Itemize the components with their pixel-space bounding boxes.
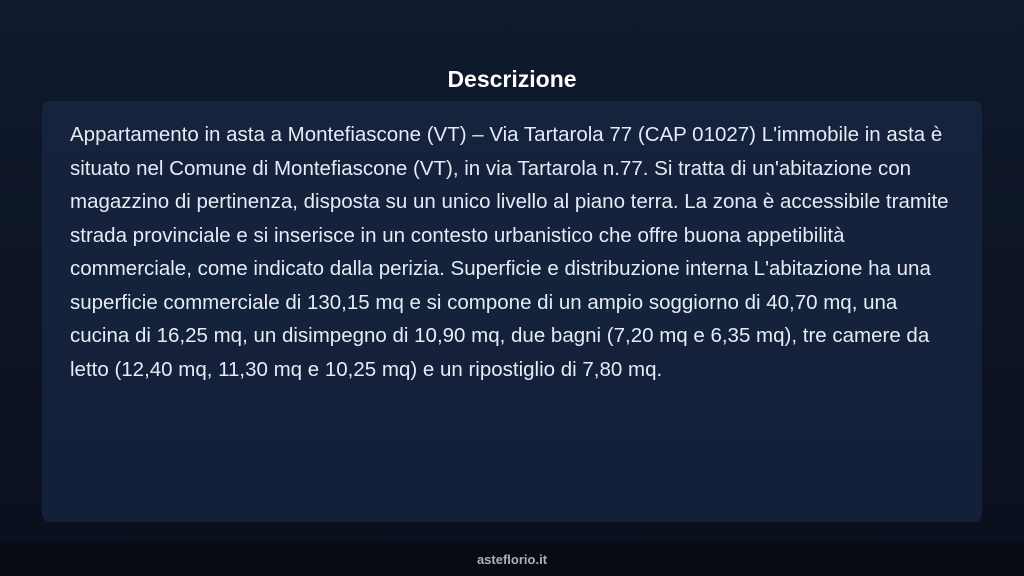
section-title: Descrizione (447, 66, 577, 93)
description-text: Appartamento in asta a Montefiascone (VT) – Via Tartarola 77 (CAP 01027) L'immobile in asta è situato nel Comune di Montefiascone (VT), in via Tartarola n.77. Si tratta di un'abitazione con magazzino di pertinenza, disposta su un unico livello al piano terra. La zona è accessibile tramite strada provinciale e si inserisce in un contesto urbanistico che offre buona appetibilità commerciale, come indicato dalla perizia. Superficie e distribuzione interna L'abitazione ha una superficie commerciale di 130,15 mq e si compone di un ampio soggiorno di 40,70 mq, una cucina di 16,25 mq, un disimpegno di 10,90 mq, due bagni (7,20 mq e 6,35 mq), tre camere da letto (12,40 mq, 11,30 mq e 10,25 mq) e un ripostiglio di 7,80 mq. (70, 123, 949, 381)
footer-site-name: asteflorio.it (476, 552, 548, 567)
description-card (42, 101, 982, 522)
footer (0, 543, 1024, 576)
